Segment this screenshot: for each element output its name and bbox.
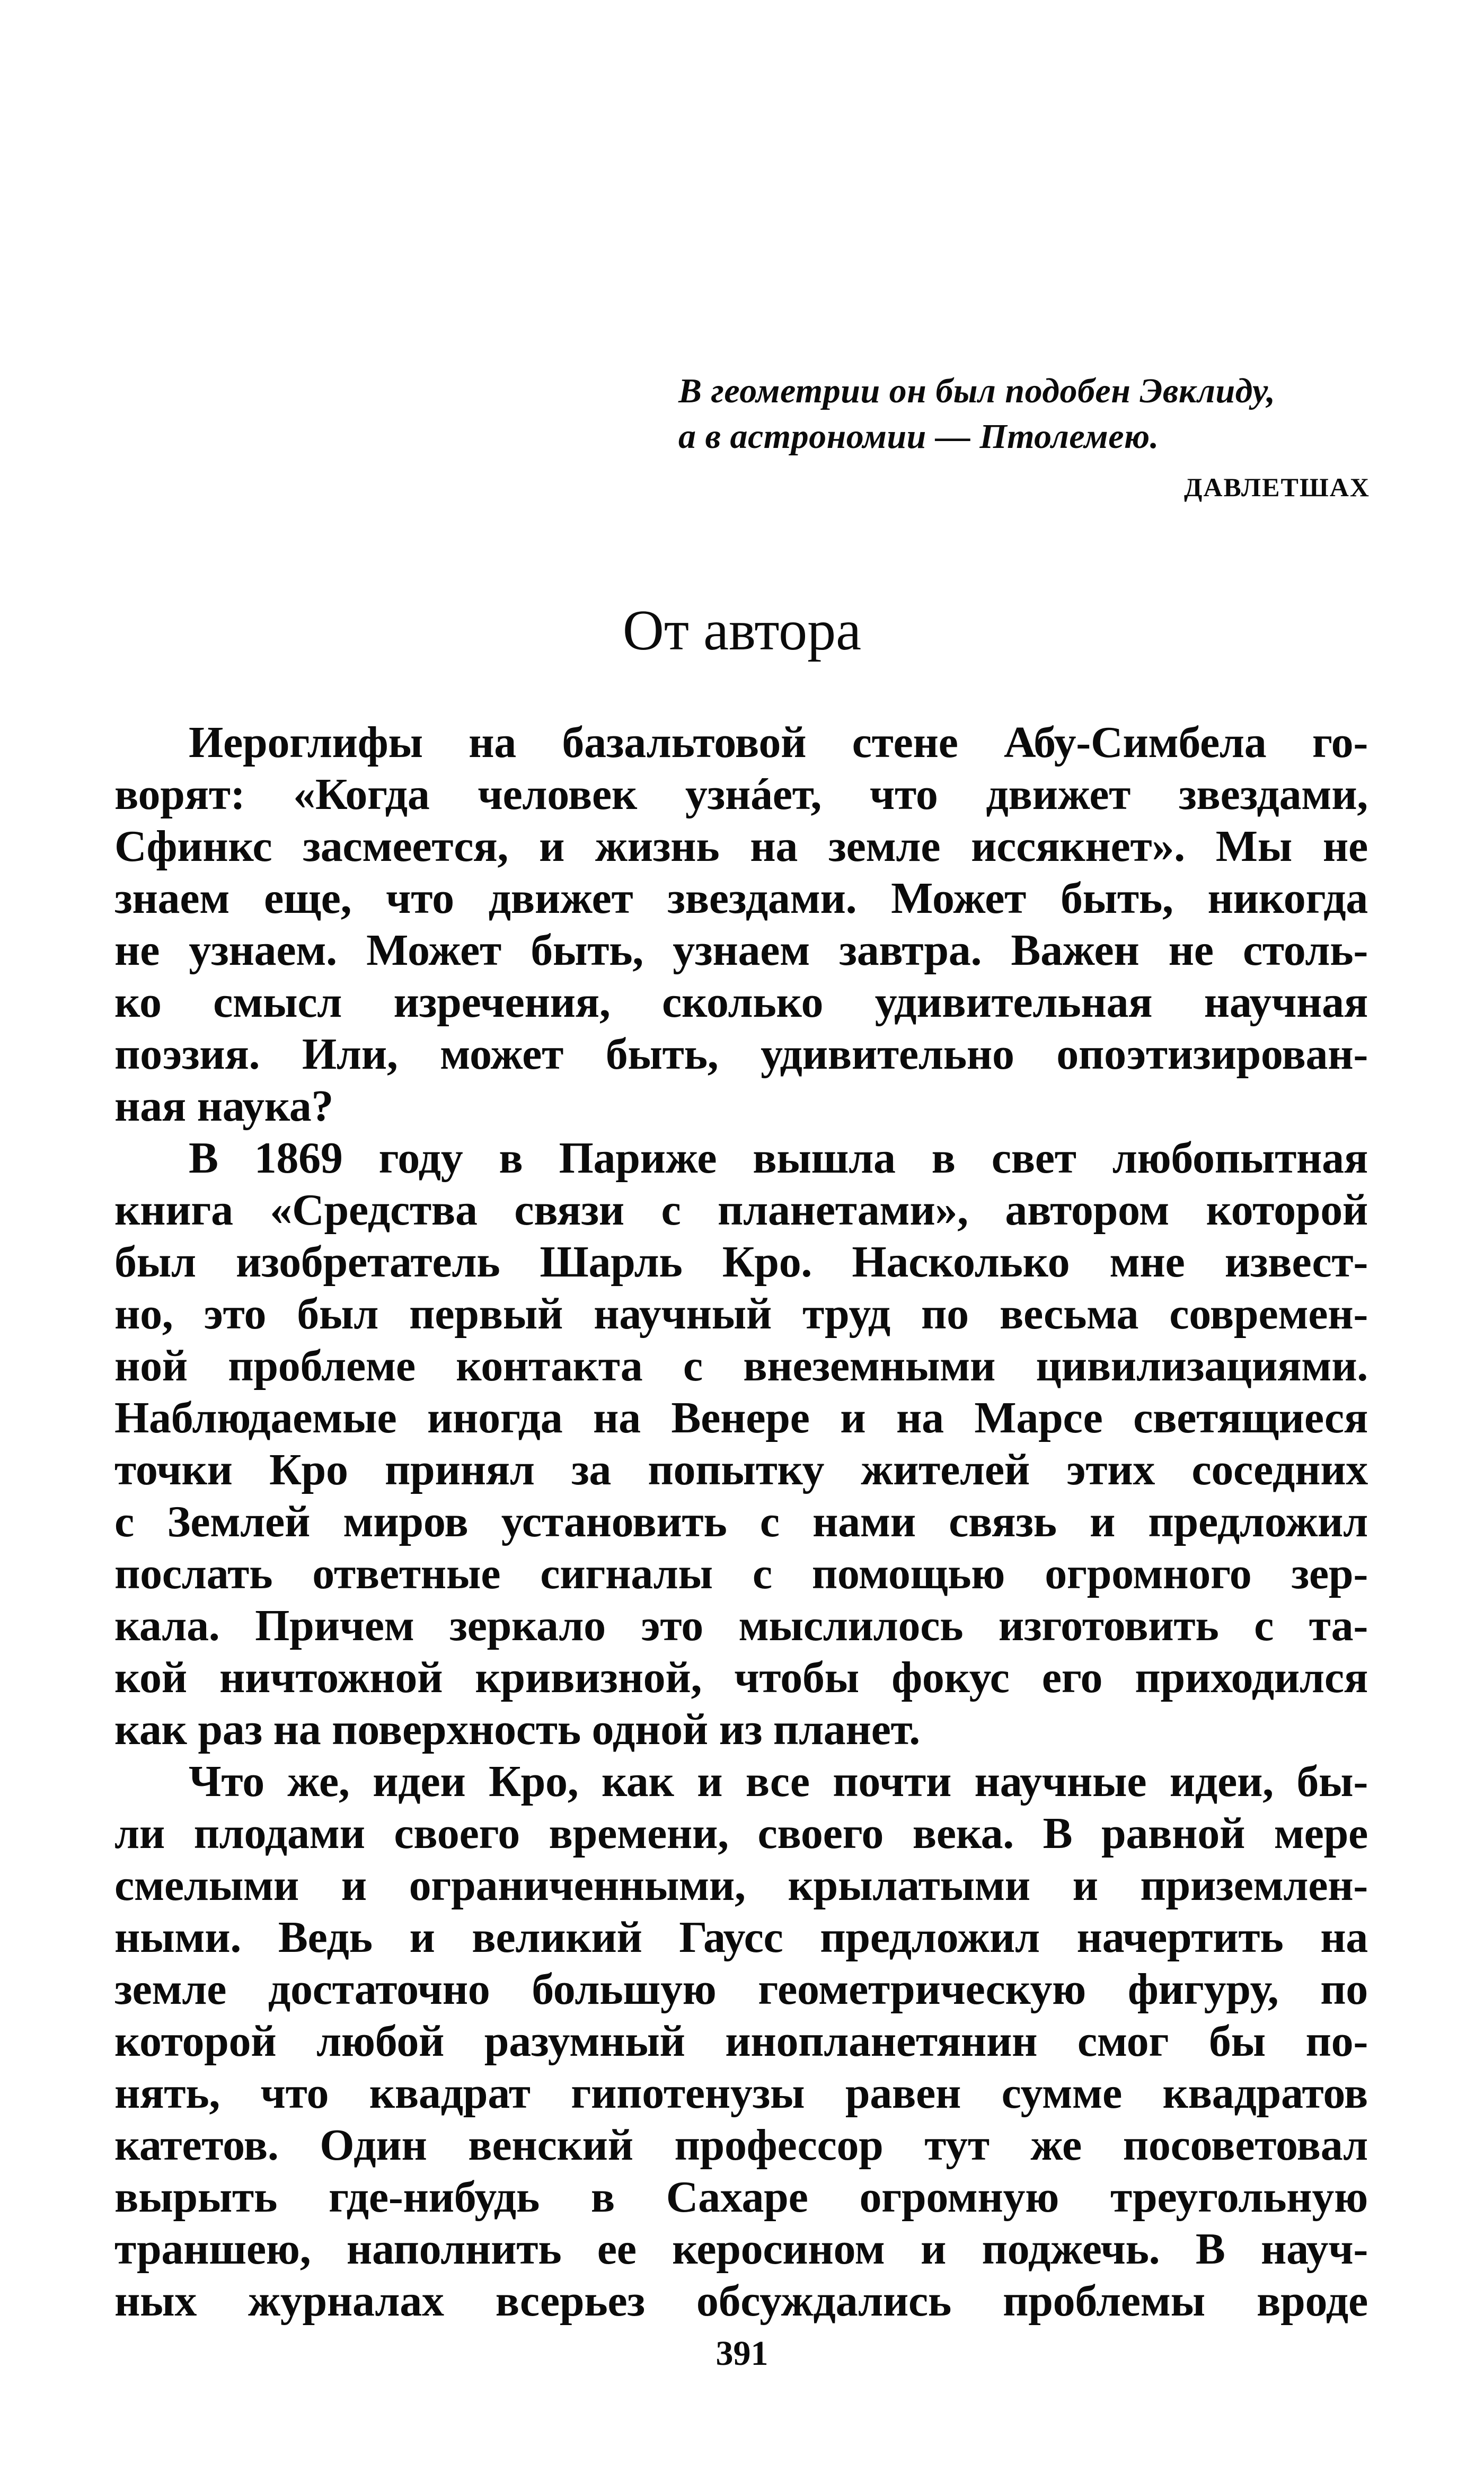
- text-line: ными. Ведь и великий Гаусс предложил начертить на: [114, 1913, 1368, 1962]
- text-line: кала. Причем зеркало это мыслилось изготовить с та-: [114, 1601, 1368, 1650]
- page-number: 391: [716, 2334, 768, 2373]
- chapter-title: От автора: [622, 599, 862, 662]
- text-line: земле достаточно большую геометрическую фигуру, по: [114, 1965, 1368, 2014]
- text-line: В 1869 году в Париже вышла в свет любопытная: [189, 1133, 1368, 1183]
- text-line: знаем еще, что движет звездами. Может быть, никогда: [114, 874, 1368, 923]
- text-line: с Землей миров установить с нами связь и предложил: [114, 1497, 1368, 1546]
- text-line: точки Кро принял за попытку жителей этих соседних: [114, 1445, 1368, 1494]
- text-line: ных журналах всерьез обсуждались проблемы вроде: [114, 2276, 1368, 2326]
- text-line: не узнаем. Может быть, узнаем завтра. Важен не столь-: [114, 926, 1368, 975]
- text-line: Сфинкс засмеется, и жизнь на земле иссякнет». Мы не: [114, 822, 1368, 871]
- text-line: ли плодами своего времени, своего века. В равной мере: [114, 1809, 1368, 1858]
- text-line: Наблюдаемые иногда на Венере и на Марсе светящиеся: [114, 1393, 1368, 1442]
- text-line: книга «Средства связи с планетами», автором которой: [114, 1185, 1368, 1235]
- epigraph-author: ДАВЛЕТШАХ: [1183, 472, 1370, 502]
- text-line: как раз на поверхность одной из планет.: [114, 1705, 920, 1754]
- text-line: траншею, наполнить ее керосином и поджечь. В науч-: [114, 2224, 1368, 2274]
- epigraph: [678, 368, 1367, 460]
- text-line: послать ответные сигналы с помощью огромного зер-: [114, 1549, 1368, 1598]
- text-line: ко смысл изречения, сколько удивительная научная: [114, 978, 1368, 1027]
- text-line: но, это был первый научный труд по весьма современ-: [114, 1289, 1368, 1339]
- text-line: нять, что квадрат гипотенузы равен сумме квадратов: [114, 2069, 1368, 2118]
- text-line: был изобретатель Шарль Кро. Насколько мне извест-: [114, 1237, 1368, 1287]
- text-line: Что же, идеи Кро, как и все почти научные идеи, бы-: [189, 1757, 1368, 1806]
- epigraph-line: В геометрии он был подобен Эвклиду,: [678, 372, 1276, 410]
- text-line: кой ничтожной кривизной, чтобы фокус его приходился: [114, 1653, 1368, 1702]
- text-line: которой любой разумный инопланетянин смог бы по-: [114, 2017, 1368, 2066]
- text-line: вырыть где-нибудь в Сахаре огромную треугольную: [114, 2172, 1368, 2222]
- epigraph-line: а в астрономии — Птолемею.: [678, 417, 1159, 456]
- text-line: катетов. Один венский профессор тут же посоветовал: [114, 2120, 1368, 2170]
- text-line: ная наука?: [114, 1081, 334, 1131]
- text-line: Иероглифы на базальтовой стене Абу-Симбела го-: [189, 718, 1368, 767]
- text-line: ной проблеме контакта с внеземными цивилизациями.: [114, 1341, 1368, 1390]
- body-text: [114, 717, 1368, 2327]
- text-line: поэзия. Или, может быть, удивительно опоэтизирован-: [114, 1029, 1368, 1079]
- text-line: ворят: «Когда человек узнáет, что движет звездами,: [114, 770, 1368, 819]
- text-line: смелыми и ограниченными, крылатыми и приземлен-: [114, 1861, 1368, 1910]
